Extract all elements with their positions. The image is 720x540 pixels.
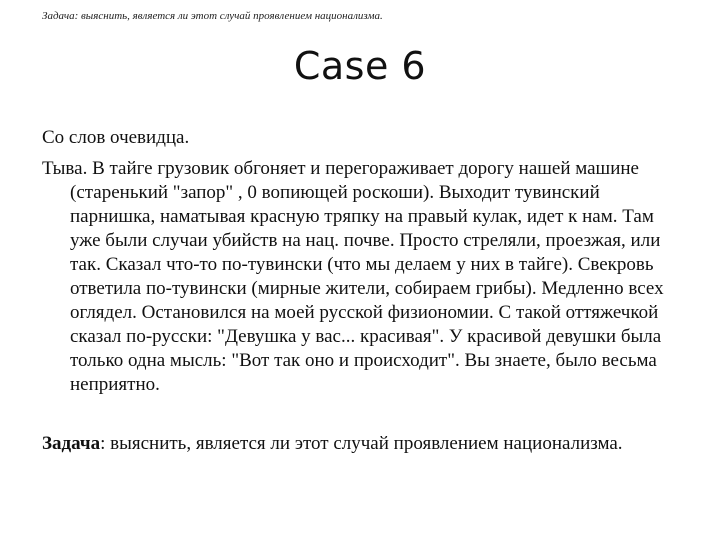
header-note: Задача: выяснить, является ли этот случай проявлением национализма.: [42, 10, 383, 22]
task-text: : выяснить, является ли этот случай проявлением национализма.: [100, 433, 623, 454]
story-text: Тыва. В тайге грузовик обгоняет и перегораживает дорогу нашей машине (старенький "запор" , 0 вопиющей роскоши). Выходит тувинский парнишка, наматывая красную тряпку на правый кулак, идет к нам. Там уже были случаи убийств на нац. почве. Просто стреляли, проезжая, или так. Сказал что-то по-тувински (что мы делаем у них в тайге). Свекровь ответила по-тувински (мирные жители, собираем грибы). Медленно всех оглядел. Остановился на моей русской физиономии. С такой оттяжечкой сказал по-русски: "Девушка у вас... красивая". У красивой девушки была только одна мысль: "Вот так оно и происходит". Вы знаете, было весьма неприятно.: [42, 158, 664, 395]
intro-text: Со слов очевидца.: [42, 127, 190, 148]
task-label: Задача: [42, 433, 101, 454]
task-statement: [42, 432, 692, 456]
slide-body: [42, 126, 682, 397]
slide-title: Case 6: [293, 44, 427, 88]
